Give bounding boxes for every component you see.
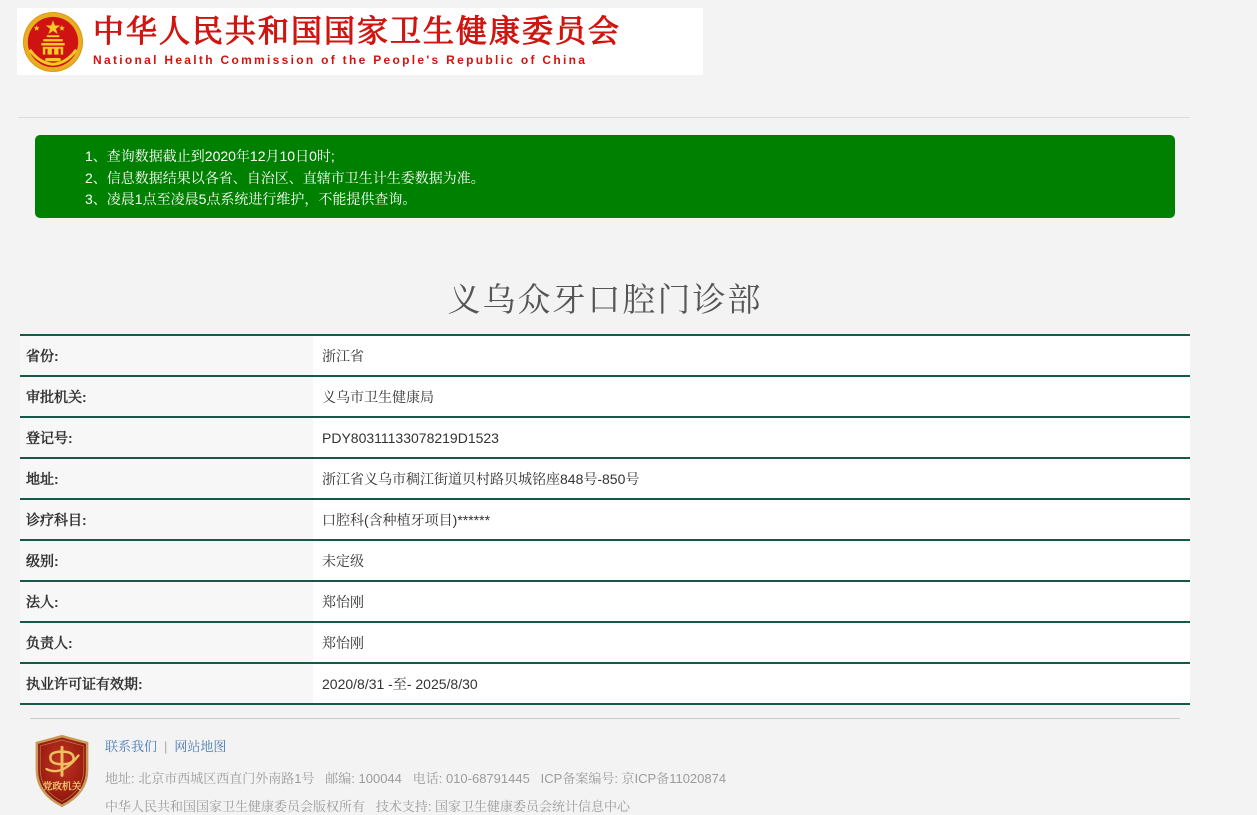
table-row-legal-person [20,582,1190,623]
row-label: 法人: [20,582,313,621]
page-title: 义乌众牙口腔门诊部 [447,281,763,319]
row-value: PDY80311133078219D1523 [322,429,499,446]
header-banner[interactable] [17,8,703,75]
table-row-person-in-charge [20,623,1190,664]
link-separator: | [164,739,168,754]
notice-line-1: 1、查询数据截止到2020年12月10日0时; [85,148,335,164]
institution-detail-table [20,334,1190,705]
row-value: 口腔科(含种植牙项目)****** [322,511,491,528]
table-row-level [20,541,1190,582]
contact-us-link[interactable]: 联系我们 [105,739,158,754]
site-title-chinese: 中华人民共和国国家卫生健康委员会 [93,14,621,50]
row-value: 2020/8/31 -至- 2025/8/30 [322,675,478,692]
notice-box [35,135,1175,218]
row-label: 省份: [20,336,313,375]
header-divider [18,117,1190,118]
row-value: 浙江省义乌市稠江街道贝村路贝城铭座848号-850号 [322,470,640,487]
site-map-link[interactable]: 网站地图 [174,739,227,754]
table-row-approval-authority [20,377,1190,418]
row-label: 级别: [20,541,313,580]
row-value: 郑怡刚 [322,593,364,610]
footer-links [105,736,726,755]
table-row-address [20,459,1190,500]
row-value: 浙江省 [322,347,364,364]
row-label: 地址: [20,459,313,498]
row-label: 执业许可证有效期: [20,664,313,703]
footer [33,733,726,815]
national-emblem-icon [22,11,84,73]
footer-contact-info: 地址: 北京市西城区西直门外南路1号 邮编: 100044 电话: 010-68791445 ICP备案编号: 京ICP备11020874 [105,771,727,786]
table-row-diagnosis-subjects [20,500,1190,541]
row-label: 审批机关: [20,377,313,416]
row-value: 义乌市卫生健康局 [322,388,434,405]
site-title-english: National Health Commission of the People's Republic of China [93,52,588,67]
row-label: 诊疗科目: [20,500,313,539]
table-row-license-validity [20,664,1190,705]
row-label: 负责人: [20,623,313,662]
footer-copyright: 中华人民共和国国家卫生健康委员会版权所有 技术支持: 国家卫生健康委员会统计信息中心 [105,799,631,814]
notice-line-2: 2、信息数据结果以各省、自治区、直辖市卫生计生委数据为准。 [85,169,485,186]
party-government-badge-icon [33,733,91,809]
row-value: 未定级 [322,552,364,569]
header-title-block [93,16,621,67]
svg-text:党政机关: 党政机关 [42,781,82,793]
notice-line-3: 3、凌晨1点至凌晨5点系统进行维护，不能提供查询。 [85,191,417,207]
row-value: 郑怡刚 [322,634,364,651]
table-row-province [20,336,1190,377]
table-row-registration-number [20,418,1190,459]
row-label: 登记号: [20,418,313,457]
footer-text-block [105,733,726,815]
footer-divider [30,718,1180,719]
